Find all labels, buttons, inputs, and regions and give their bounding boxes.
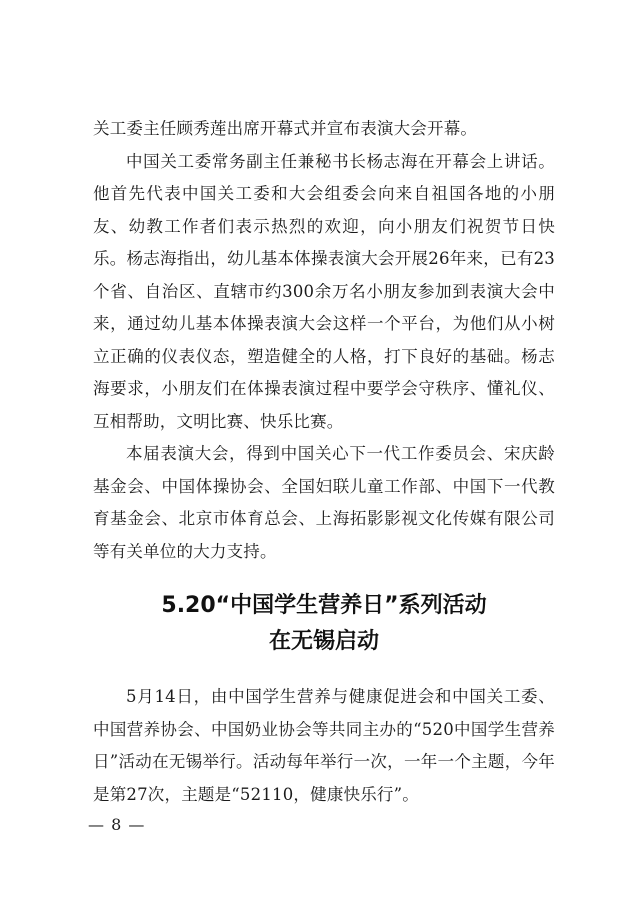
page-number: — 8 — — [88, 815, 146, 834]
paragraph-nutrition-day: 5月14日，由中国学生营养与健康促进会和中国关工委、中国营养协会、中国奶业协会等共同主办的“520中国学生营养日”活动在无锡举行。活动每年举行一次，一年一个主题，今年是第27次，主题是“52110，健康快乐行”。 — [93, 687, 555, 804]
section-title-line-1: 5.20“中国学生营养日”系列活动 — [161, 593, 487, 618]
paragraph-continuation: 关工委主任顾秀莲出席开幕式并宣布表演大会开幕。 — [93, 119, 478, 138]
article-body-top — [93, 113, 555, 568]
paragraph-support: 本届表演大会，得到中国关心下一代工作委员会、宋庆龄基金会、中国体操协会、全国妇联儿童工作部、中国下一代教育基金会、北京市体育总会、上海拓影影视文化传媒有限公司等有关单位的大力支持。 — [93, 444, 555, 561]
article-body-bottom — [93, 681, 555, 811]
paragraph-speech: 中国关工委常务副主任兼秘书长杨志海在开幕会上讲话。他首先代表中国关工委和大会组委会向来自祖国各地的小朋友、幼教工作者们表示热烈的欢迎，向小朋友们祝贺节日快乐。杨志海指出，幼儿基本体操表演大会开展26年来，已有23个省、自治区、直辖市约300余万名小朋友参加到表演大会中来，通过幼儿基本体操表演大会这样一个平台，为他们从小树立正确的仪表仪态，塑造健全的人格，打下良好的基础。杨志海要求，小朋友们在体操表演过程中要学会守秩序、懂礼仪、互相帮助，文明比赛、快乐比赛。 — [93, 151, 555, 431]
section-title-line-2: 在无锡启动 — [268, 629, 379, 654]
